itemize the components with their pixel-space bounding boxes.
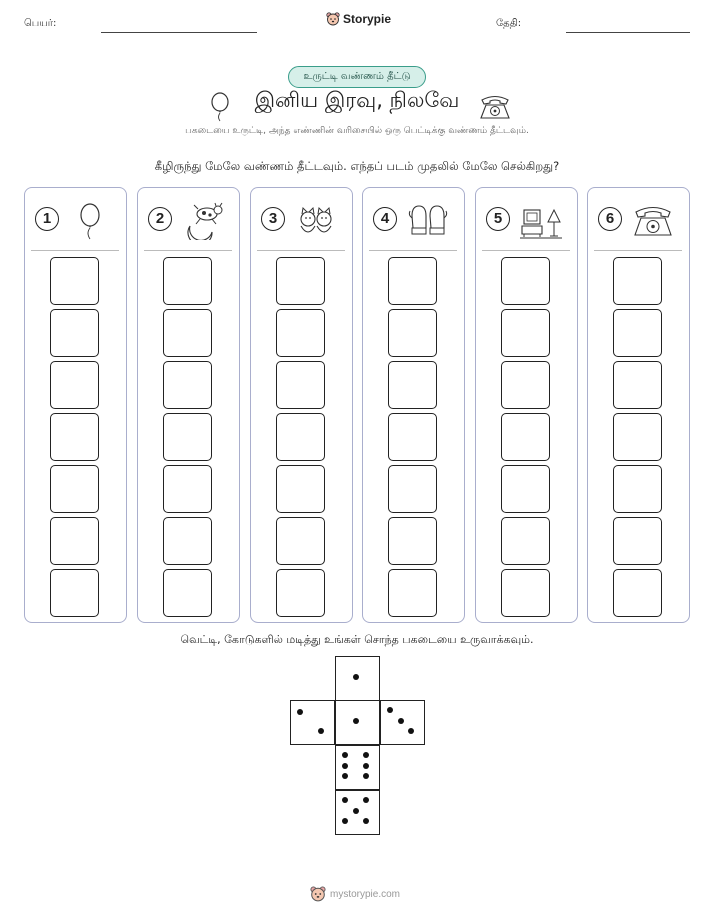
column-number: 5 (486, 207, 510, 231)
color-box[interactable] (50, 361, 99, 409)
page-title: இனிய இரவு, நிலவே (254, 88, 460, 112)
column-3 (250, 187, 353, 623)
color-box[interactable] (276, 413, 325, 461)
die-pip (353, 718, 359, 724)
color-box[interactable] (613, 257, 662, 305)
color-box[interactable] (613, 465, 662, 513)
color-box[interactable] (276, 569, 325, 617)
balloon-icon (69, 202, 111, 240)
color-box[interactable] (613, 569, 662, 617)
column-number: 1 (35, 207, 59, 231)
column-header (486, 202, 567, 240)
die-face-3 (380, 700, 425, 745)
mittens-icon (407, 202, 449, 240)
color-box[interactable] (501, 569, 550, 617)
die-pip (363, 797, 369, 803)
color-box[interactable] (276, 517, 325, 565)
color-box[interactable] (50, 257, 99, 305)
die-pip (363, 763, 369, 769)
telephone-icon (632, 202, 674, 240)
die-pip (363, 752, 369, 758)
date-label: தேதி: (496, 18, 522, 29)
cow-jumping-moon-icon (182, 202, 224, 240)
die-pip (297, 709, 303, 715)
column-header (598, 202, 679, 240)
column-divider (31, 250, 119, 251)
column-6 (587, 187, 690, 623)
color-box[interactable] (276, 257, 325, 305)
name-line[interactable] (101, 32, 257, 33)
color-box[interactable] (276, 465, 325, 513)
color-box[interactable] (388, 361, 437, 409)
color-box[interactable] (388, 569, 437, 617)
column-number: 2 (148, 207, 172, 231)
date-line[interactable] (566, 32, 690, 33)
color-box[interactable] (501, 465, 550, 513)
die-pip (398, 718, 404, 724)
color-box[interactable] (163, 465, 212, 513)
column-divider (482, 250, 570, 251)
room-furniture-icon (520, 202, 562, 240)
column-divider (144, 250, 232, 251)
color-box[interactable] (163, 309, 212, 357)
activity-tag: உருட்டி வண்ணம் தீட்டு (288, 66, 426, 88)
color-box[interactable] (276, 361, 325, 409)
column-number: 4 (373, 207, 397, 231)
die-face-5 (335, 790, 380, 835)
footer (310, 886, 400, 902)
color-box[interactable] (613, 413, 662, 461)
instructions-text: பகடையை உருட்டி, அந்த எண்ணின் வரிசையில் ஒரு பெட்டிக்கு வண்ணம் தீட்டவும். (185, 126, 529, 136)
die-pip (342, 752, 348, 758)
telephone-icon (478, 94, 512, 120)
die-face-2 (290, 700, 335, 745)
die-pip (342, 763, 348, 769)
die-pip (342, 773, 348, 779)
column-header (148, 202, 229, 240)
question-text: கீழிருந்து மேலே வண்ணம் தீட்டவும். எந்தப் படம் முதலில் மேலே செல்கிறது? (154, 159, 560, 173)
color-box[interactable] (50, 569, 99, 617)
color-box[interactable] (163, 517, 212, 565)
column-divider (594, 250, 682, 251)
color-box[interactable] (388, 309, 437, 357)
dice-instruction: வெட்டி, கோடுகளில் மடித்து உங்கள் சொந்த பகடையை உருவாக்கவும். (180, 633, 534, 646)
color-box[interactable] (613, 361, 662, 409)
column-2 (137, 187, 240, 623)
die-pip (363, 818, 369, 824)
color-box[interactable] (501, 257, 550, 305)
color-box[interactable] (50, 309, 99, 357)
color-box[interactable] (501, 517, 550, 565)
column-header (35, 202, 116, 240)
color-box[interactable] (50, 413, 99, 461)
color-box[interactable] (613, 517, 662, 565)
color-box[interactable] (613, 309, 662, 357)
color-box[interactable] (163, 569, 212, 617)
die-face-1 (335, 656, 380, 701)
die-pip (353, 674, 359, 680)
color-box[interactable] (163, 257, 212, 305)
column-header (261, 202, 342, 240)
die-pip (363, 773, 369, 779)
die-pip (353, 808, 359, 814)
column-1 (24, 187, 127, 623)
color-box[interactable] (501, 413, 550, 461)
die-pip (318, 728, 324, 734)
name-label: பெயர்: (24, 18, 57, 29)
color-box[interactable] (388, 413, 437, 461)
color-box[interactable] (50, 465, 99, 513)
brand-logo (326, 12, 391, 26)
color-box[interactable] (388, 517, 437, 565)
column-4 (362, 187, 465, 623)
column-header (373, 202, 454, 240)
storypie-bear-icon (326, 12, 340, 26)
column-divider (369, 250, 457, 251)
die-face-6 (335, 745, 380, 790)
column-number: 3 (261, 207, 285, 231)
die-face-1 (335, 700, 380, 745)
kittens-icon (295, 202, 337, 240)
column-divider (257, 250, 345, 251)
color-box[interactable] (276, 309, 325, 357)
color-box[interactable] (388, 465, 437, 513)
die-pip (387, 707, 393, 713)
color-box[interactable] (163, 361, 212, 409)
die-pip (342, 797, 348, 803)
color-box[interactable] (501, 361, 550, 409)
column-5 (475, 187, 578, 623)
color-box[interactable] (388, 257, 437, 305)
color-box[interactable] (501, 309, 550, 357)
die-pip (342, 818, 348, 824)
storypie-bear-icon (310, 886, 326, 902)
color-box[interactable] (163, 413, 212, 461)
column-number: 6 (598, 207, 622, 231)
footer-url[interactable]: mystorypie.com (330, 888, 401, 900)
die-pip (408, 728, 414, 734)
color-box[interactable] (50, 517, 99, 565)
brand-name: Storypie (343, 12, 392, 26)
